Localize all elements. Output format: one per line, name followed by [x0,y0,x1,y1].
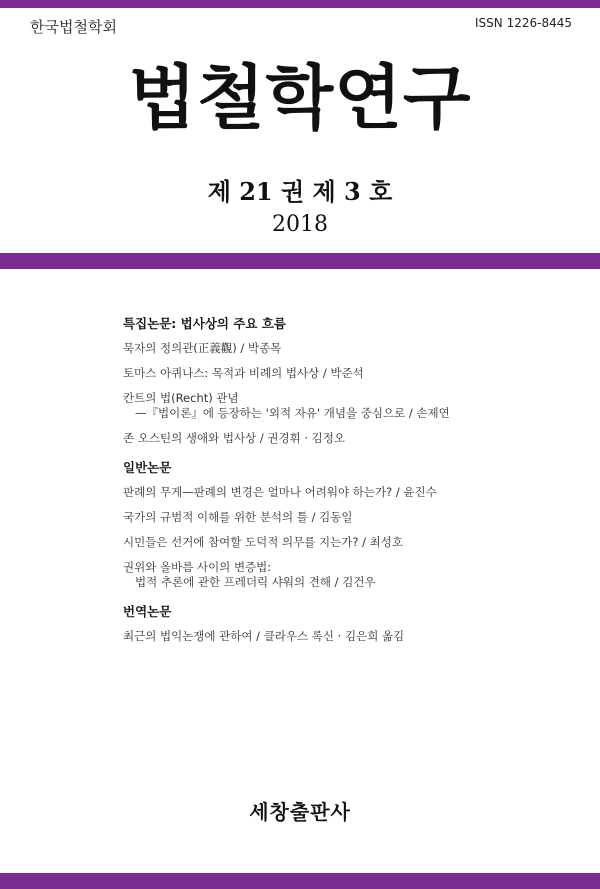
toc-entry [123,485,583,500]
entry-subtitle: —『법이론』에 등장하는 '외적 자유' 개념을 중심으로 / 손제연 [135,406,450,420]
section-heading: 일반논문 [123,460,172,475]
publication-year: 2018 [272,212,328,237]
toc-section-translation [123,602,583,644]
toc-entry [123,341,583,356]
toc-entry [123,431,583,446]
top-band [0,0,600,8]
entry-text: 토마스 아퀴나스: 목적과 비례의 법사상 / 박준석 [123,366,364,380]
table-of-contents [123,314,583,654]
entry-text: 시민들은 선거에 참여할 도덕적 의무를 지는가? / 최성호 [123,535,403,549]
toc-entry [123,391,583,421]
section-heading: 특집논문: 법사상의 주요 흐름 [123,316,286,331]
toc-entry [123,629,583,644]
toc-entry [123,510,583,525]
section-heading: 번역논문 [123,604,172,619]
entry-text: 판례의 무게—판례의 변경은 얼마나 어려워야 하는가? / 윤진수 [123,485,437,499]
entry-text: 국가의 규범적 이해를 위한 분석의 틀 / 김동일 [123,510,353,524]
entry-text: 최근의 법익논쟁에 관하여 / 클라우스 록신 · 김은희 옮김 [123,629,405,643]
toc-section-special [123,314,583,446]
bottom-band [0,873,600,889]
volume-issue: 제 21 권 제 3 호 [207,177,393,206]
toc-section-general [123,458,583,590]
entry-text: 묵자의 정의관(正義觀) / 박종목 [123,341,282,355]
issn: ISSN 1226-8445 [475,16,572,30]
toc-entry [123,560,583,590]
toc-entry [123,535,583,550]
journal-title: 법철학연구 [128,57,472,139]
society-name: 한국법철학회 [30,18,117,36]
entry-text: 칸트의 법(Recht) 관념 [123,391,239,405]
entry-subtitle: 법적 추론에 관한 프레더릭 샤워의 견해 / 김건우 [135,575,376,589]
publisher-logo: 세창출판사 [249,800,351,824]
entry-text: 권위와 올바름 사이의 변증법: [123,560,272,574]
toc-entry [123,366,583,381]
middle-band [0,253,600,269]
entry-text: 존 오스틴의 생애와 법사상 / 권경휘 · 김정오 [123,431,345,445]
